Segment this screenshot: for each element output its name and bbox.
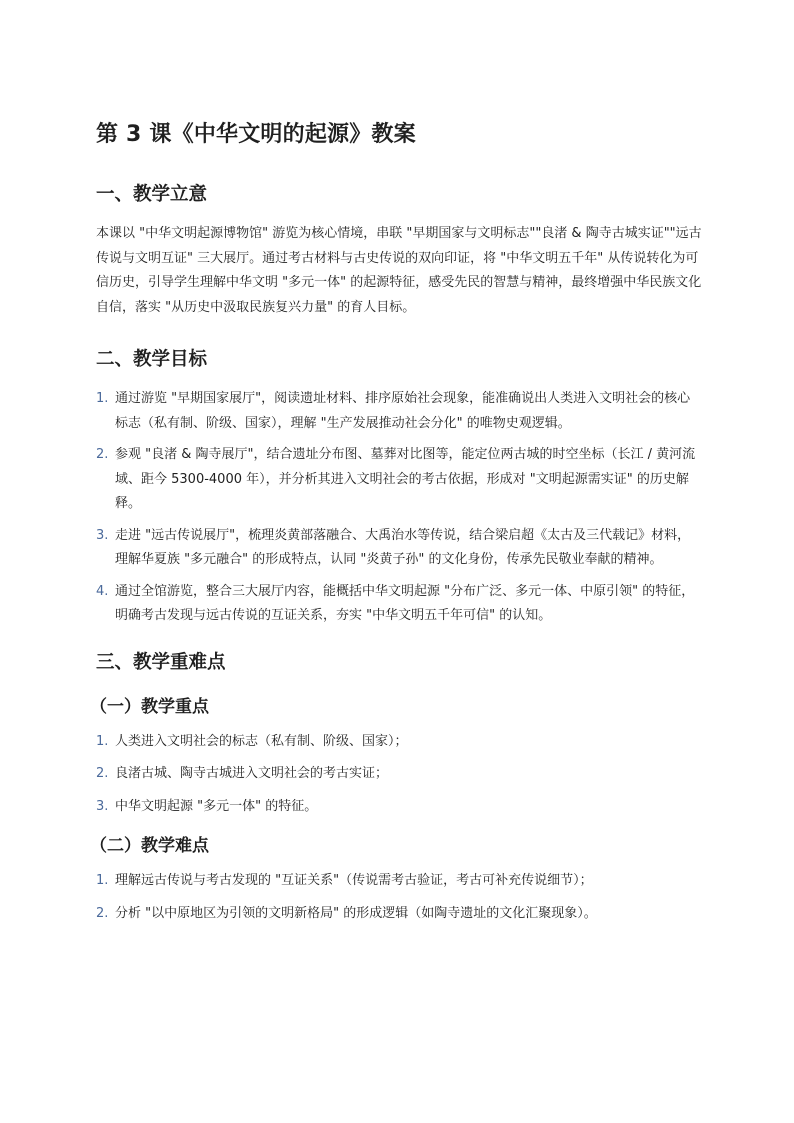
list-number: 2. [96,905,109,921]
subsection-heading-focus: （一）教学重点 [90,696,209,717]
list-number: 2. [96,766,109,781]
list-item-text: 通过游览 "早期国家展厅"，阅读遗址材料、排序原始社会现象，能准确说出人类进入文明社会的核心标志（私有制、阶级、国家），理解 "生产发展推动社会分化" 的唯物史观逻辑。 [115,391,691,431]
list-item [96,902,702,927]
list-item [96,580,702,629]
list-number: 3. [96,798,109,814]
list-item-text: 中华文明起源 "多元一体" 的特征。 [115,798,318,814]
focus-list [96,730,702,820]
list-item-text: 通过全馆游览，整合三大展厅内容，能概括中华文明起源 "分布广泛、多元一体、中原引领" 的特征，明确考古发现与远古传说的互证关系，夯实 "中华文明五千年可信" 的认知。 [115,583,695,623]
list-item-text: 参观 "良渚 & 陶寺展厅"，结合遗址分布图、墓葬对比图等，能定位两古城的时空坐标（长江 / 黄河流域、距今 5300-4000 年），并分析其进入文明社会的考古依据，形成对 "文明起源需实证" 的历史解释。 [115,447,696,511]
list-number: 1. [96,391,109,406]
subsection-heading-difficulty: （二）教学难点 [90,836,209,856]
list-item [96,524,702,573]
list-item [96,762,702,787]
list-item [96,795,702,820]
rationale-paragraph: 本课以 "中华文明起源博物馆" 游览为核心情境，串联 "早期国家与文明标志""良渚 & 陶寺古城实证""远古传说与文明互证" 三大展厅。通过考古材料与古史传说的双向印证，将 "中华文明五千年" 从传说转化为可信历史，引导学生理解中华文明 "多元一体" 的起源特征，感受先民的智慧与精神，最终增强中华民族文化自信，落实 "从历史中汲取民族复兴力量" 的育人目标。 [96,226,702,315]
list-item [96,443,702,517]
list-number: 3. [96,527,109,543]
list-item-text: 人类进入文明社会的标志（私有制、阶级、国家）； [115,733,408,749]
document-body [90,118,702,934]
list-number: 1. [96,733,109,749]
section-heading-key-points: 三、教学重难点 [96,651,226,673]
list-item-text: 分析 "以中原地区为引领的文明新格局" 的形成逻辑（如陶寺遗址的文化汇聚现象）。 [115,905,597,921]
list-item-text: 走进 "远古传说展厅"，梳理炎黄部落融合、大禹治水等传说，结合梁启超《太古及三代载记》材料，理解华夏族 "多元融合" 的形成特点，认同 "炎黄子孙" 的文化身份，传承先民敬业奉献的精神。 [115,527,691,567]
document-title: 第 3 课《中华文明的起源》教案 [96,122,416,147]
list-item-text: 良渚古城、陶寺古城进入文明社会的考古实证； [115,766,389,781]
section-heading-goals: 二、教学目标 [96,349,208,370]
list-number: 1. [96,873,109,888]
goals-list [96,387,702,629]
list-item [96,387,702,436]
list-item [96,869,702,894]
list-item-text: 理解远古传说与考古发现的 "互证关系"（传说需考古验证，考古可补充传说细节）； [115,873,593,888]
list-number: 2. [96,447,109,462]
section-heading-rationale: 一、教学立意 [96,184,208,205]
list-item [96,730,702,755]
difficulty-list [96,869,702,926]
list-number: 4. [96,583,109,599]
